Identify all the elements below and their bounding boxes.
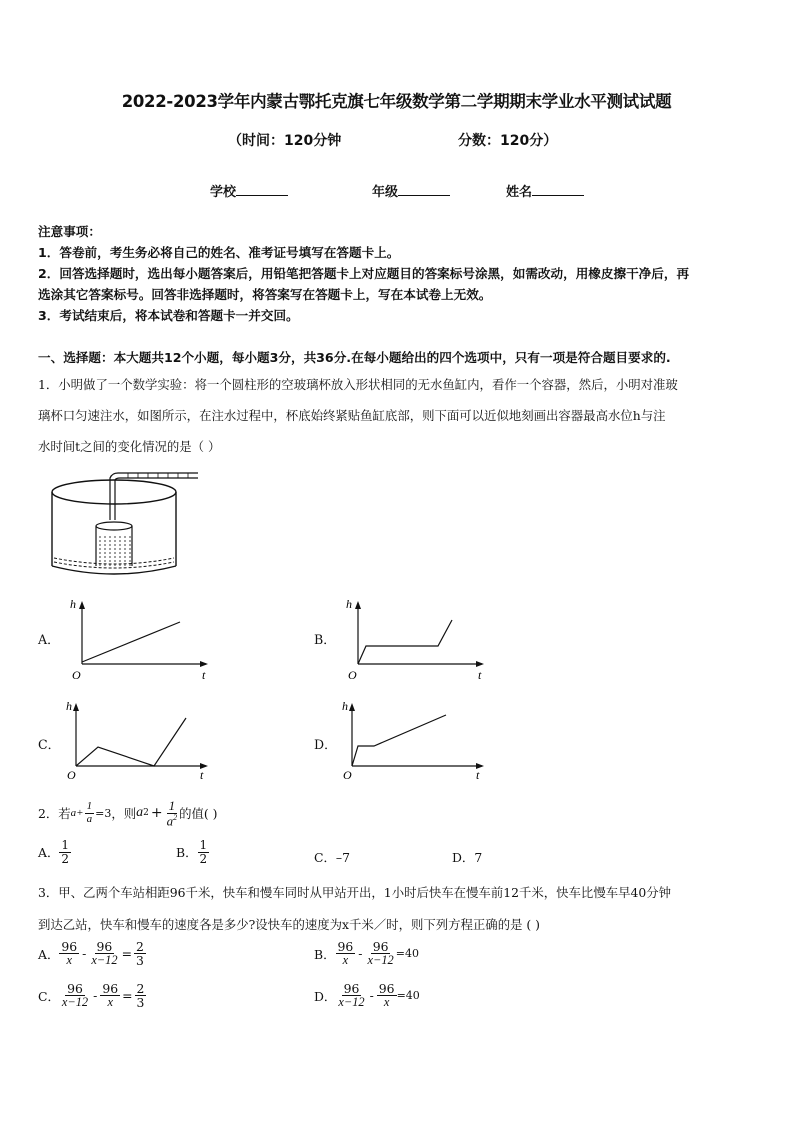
option-label: B． [176,845,198,861]
q1-option-c-label: C． [38,737,61,752]
name-blank [532,183,584,196]
q2-plus: + [150,805,163,822]
q1-option-b-graph [340,594,490,684]
equals-40: =40 [396,989,420,1003]
axis-h-label: h [346,597,352,611]
option-value: –7 [335,850,350,865]
minus: - [369,988,374,1004]
frac-num: 96 [102,981,119,996]
frac-den: x [107,995,113,1010]
frac-den: x−12 [367,953,394,968]
notes-line: 3．考试结束后，将本试卷和答题卡一并交回。 [38,308,299,323]
option-frac [59,839,71,865]
fish-tank-figure [48,470,200,582]
grade-field [372,181,450,200]
frac-den: x [383,995,390,1010]
notes-block [38,221,689,326]
frac-den [165,814,180,828]
option-value: 7 [474,850,483,865]
frac-num: 96 [96,939,113,954]
option-label: C． [38,988,60,1004]
frac-den: 2 [61,851,69,866]
option-label: D． [314,988,337,1004]
frac-num: 1 [199,838,208,852]
minus: - [93,988,98,1004]
frac-den: x [342,953,349,968]
notes-line: 2．回答选择题时，选出每小题答案后，用铅笔把答题卡上对应题目的答案标号涂黑，如需改动，用橡皮擦干净后，再 [38,266,690,281]
name-field [506,181,584,200]
frac-den: x [66,953,72,968]
section-heading: 一、选择题：本大题共12个小题，每小题3分，共36分.在每小题给出的四个选项中，只有一项是符合题目要求的. [38,350,671,365]
q2-cond-frac [85,801,95,825]
minus: - [358,946,363,962]
frac [135,982,147,1009]
q1-option-d-graph [340,696,490,786]
frac-num: 2 [135,939,144,954]
time-label: （时间：120分钟 [228,133,342,149]
frac-num: 1 [61,838,69,852]
q2-eq3: =3 [95,806,112,820]
equals-40: =40 [395,947,419,961]
q1-option-a-graph [64,594,214,684]
frac [89,940,119,967]
axis-t-label: t [200,768,204,782]
name-label: 姓名 [506,185,533,200]
q3-option-d [314,982,420,1009]
q2-option-a [38,839,71,865]
axis-h-label: h [70,597,76,611]
frac-den: 3 [136,995,145,1011]
school-field [210,181,288,200]
axis-h-label: h [66,699,72,713]
frac-num: 96 [67,981,83,996]
frac-num: 1 [86,800,93,813]
frac-num: 1 [168,798,176,813]
frac [100,982,120,1009]
frac-den: a [86,812,93,825]
q3-line: 3．甲、乙两个车站相距96千米，快车和慢车同时从甲站开出，1小时后快车在慢车前12千米，快车比慢车早40分钟 [38,885,672,900]
origin-label: O [72,668,81,682]
q2-tail: 的值( ) [179,806,218,822]
frac-den: x−12 [338,995,365,1010]
q3-line: 到达乙站，快车和慢车的速度各是多少?设快车的速度为x千米／时，则下列方程正确的是 ( ) [38,917,541,932]
axis-h-label: h [342,699,348,713]
q2-option-c [314,848,350,866]
origin-label: O [67,768,76,782]
origin-label: O [348,668,357,682]
q2-cond-a: a+ [70,807,84,820]
option-label: B． [314,946,336,962]
frac-num: 96 [343,981,360,996]
frac-num: 2 [136,981,145,996]
frac [59,940,79,967]
notes-line: 选涂其它答案标号。回答非选择题时，将答案写在答题卡上，写在本试卷上无效。 [38,287,492,302]
q3-option-c [38,982,146,1009]
frac-num: 96 [378,981,395,996]
q2-expr-frac [165,799,180,828]
frac-den: 2 [199,851,208,866]
frac [134,940,146,967]
score-label: 分数：120分） [458,133,558,149]
frac-den-sq: 2 [173,812,178,822]
frac [60,982,90,1009]
minus: - [82,946,87,962]
q3-option-b [314,940,419,967]
frac [336,982,366,1009]
q1-option-c-graph [64,696,214,786]
q2-mid: ，则 [111,806,137,822]
option-label: A． [38,946,60,962]
origin-label: O [343,768,352,782]
notes-line: 1．答卷前，考生务必将自己的姓名、准考证号填写在答题卡上。 [38,245,400,260]
q1-option-b-label: B． [314,632,336,647]
axis-t-label: t [476,768,480,782]
frac-den: x−12 [61,995,89,1010]
school-blank [236,183,288,196]
q2-prefix: 2．若 [38,806,71,822]
frac [377,982,397,1009]
frac-num: 96 [372,939,389,954]
page-title: 2022-2023学年内蒙古鄂托克旗七年级数学第二学期期末学业水平测试试题 [121,92,672,111]
frac-den: x−12 [91,953,118,968]
q1-option-a-label: A． [38,632,60,647]
q2-option-b [176,839,209,865]
option-label: A． [38,845,60,861]
equals: = [121,946,132,962]
grade-blank [398,183,450,196]
q1-option-d-label: D． [314,737,337,752]
school-label: 学校 [210,185,237,200]
axis-t-label: t [478,668,482,682]
q1-line: 璃杯口匀速注水，如图所示，在注水过程中，杯底始终紧贴鱼缸底部，则下面可以近似地刻画出容器最高水位h与注 [38,408,666,423]
option-frac [198,839,210,865]
frac [365,940,395,967]
q2-sq: 2 [143,808,149,819]
option-label: D． [452,850,475,865]
equals: = [122,988,133,1004]
grade-label: 年级 [372,185,399,200]
frac [336,940,356,967]
frac-den: 3 [135,953,144,969]
axis-t-label: t [202,668,206,682]
frac-num: 96 [61,939,78,954]
q3-option-a [38,940,146,967]
notes-heading: 注意事项： [38,224,101,239]
frac-num: 96 [337,939,354,954]
q1-line: 水时间t之间的变化情况的是（ ） [38,439,221,454]
q1-line: 1．小明做了一个数学实验：将一个圆柱形的空玻璃杯放入形状相同的无水鱼缸内，看作一个容器，然后，小明对准玻 [38,377,678,392]
q2-option-d [452,848,482,866]
q2-a: a [136,805,144,821]
q2-stem [38,799,217,828]
frac-den-a: a [166,812,174,828]
option-label: C． [314,850,336,865]
